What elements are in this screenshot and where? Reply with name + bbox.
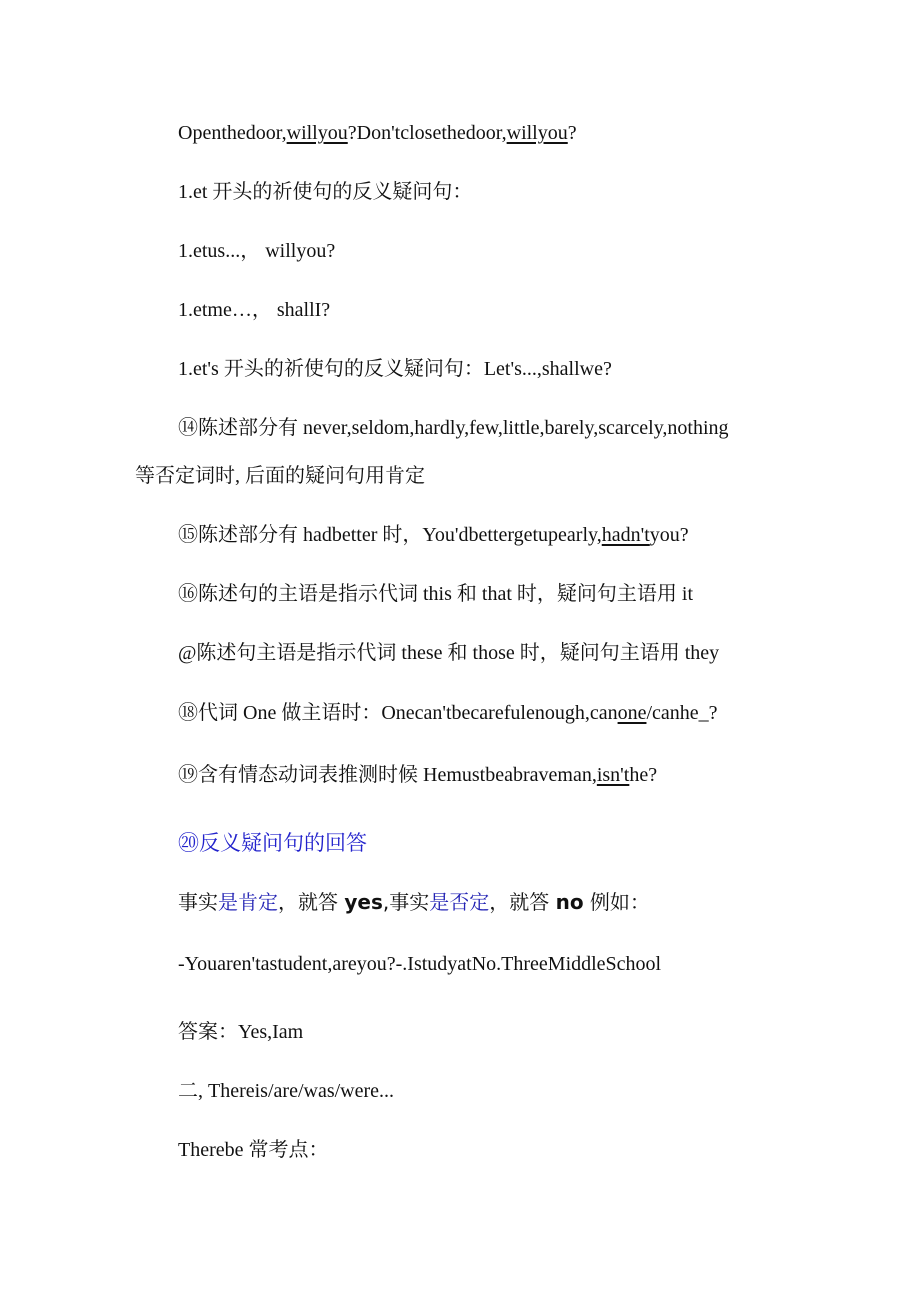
- text: ，就答: [489, 890, 556, 914]
- underlined-tag: one: [617, 702, 647, 724]
- text: ⑮陈述部分有 hadbetter 时，You'dbettergetupearly,: [178, 524, 602, 546]
- example-imperative-tags: [178, 120, 577, 146]
- text: you?: [649, 524, 689, 546]
- text: ?: [567, 122, 577, 144]
- letus-rule: 1.etus...， willyou?: [178, 240, 336, 262]
- rule-14-line1: ⑭陈述部分有 never,seldom,hardly,few,little,barely,scarcely,nothing: [178, 417, 729, 439]
- text: 是肯定: [218, 890, 278, 914]
- let-imperative-heading: 1.et 开头的祈使句的反义疑问句：: [178, 181, 473, 203]
- there-be-points-heading: Therebe 常考点：: [178, 1139, 329, 1161]
- text: ，就答: [278, 890, 345, 914]
- text: Openthedoor,: [178, 122, 287, 144]
- text: ,事实: [382, 890, 430, 914]
- text: ?Don'tclosethedoor,: [347, 122, 507, 144]
- section-there-be: 二, Thereis/are/was/were...: [178, 1080, 395, 1102]
- rule-19: [178, 762, 657, 788]
- text: he?: [629, 764, 658, 786]
- keyword-yes: yes: [344, 890, 383, 914]
- section-heading-answers: ⑳反义疑问句的回答: [178, 831, 367, 855]
- keyword-no: no: [555, 890, 584, 914]
- rule-14-line2: 等否定词时, 后面的疑问句用肯定: [135, 465, 425, 487]
- answer-rule: [178, 889, 650, 915]
- rule-16: ⑯陈述句的主语是指示代词 this 和 that 时，疑问句主语用 it: [178, 583, 693, 605]
- letme-rule: 1.etme…， shallI?: [178, 299, 331, 321]
- text: 例如：: [583, 890, 650, 914]
- text: 事实: [178, 890, 218, 914]
- text: ⑱代词 One 做主语时：Onecan'tbecarefulenough,can: [178, 702, 618, 724]
- underlined-tag: willyou: [506, 122, 568, 144]
- underlined-tag: willyou: [286, 122, 348, 144]
- text: ⑲含有情态动词表推测时候 Hemustbeabraveman,: [178, 764, 597, 786]
- text: /canhe_?: [646, 702, 718, 724]
- text: 是否定: [429, 890, 490, 914]
- lets-rule: 1.et's 开头的祈使句的反义疑问句：Let's...,shallwe?: [178, 358, 612, 380]
- underlined-tag: hadn't: [601, 524, 650, 546]
- rule-18: [178, 700, 718, 726]
- answer-line: 答案：Yes,Iam: [178, 1021, 304, 1043]
- rule-15: [178, 522, 689, 548]
- example-dialog: -Youaren'tastudent,areyou?-.IstudyatNo.ThreeMiddleSchool: [178, 953, 662, 975]
- underlined-tag: isn't: [596, 764, 630, 786]
- rule-17: @陈述句主语是指示代词 these 和 those 时，疑问句主语用 they: [178, 642, 720, 664]
